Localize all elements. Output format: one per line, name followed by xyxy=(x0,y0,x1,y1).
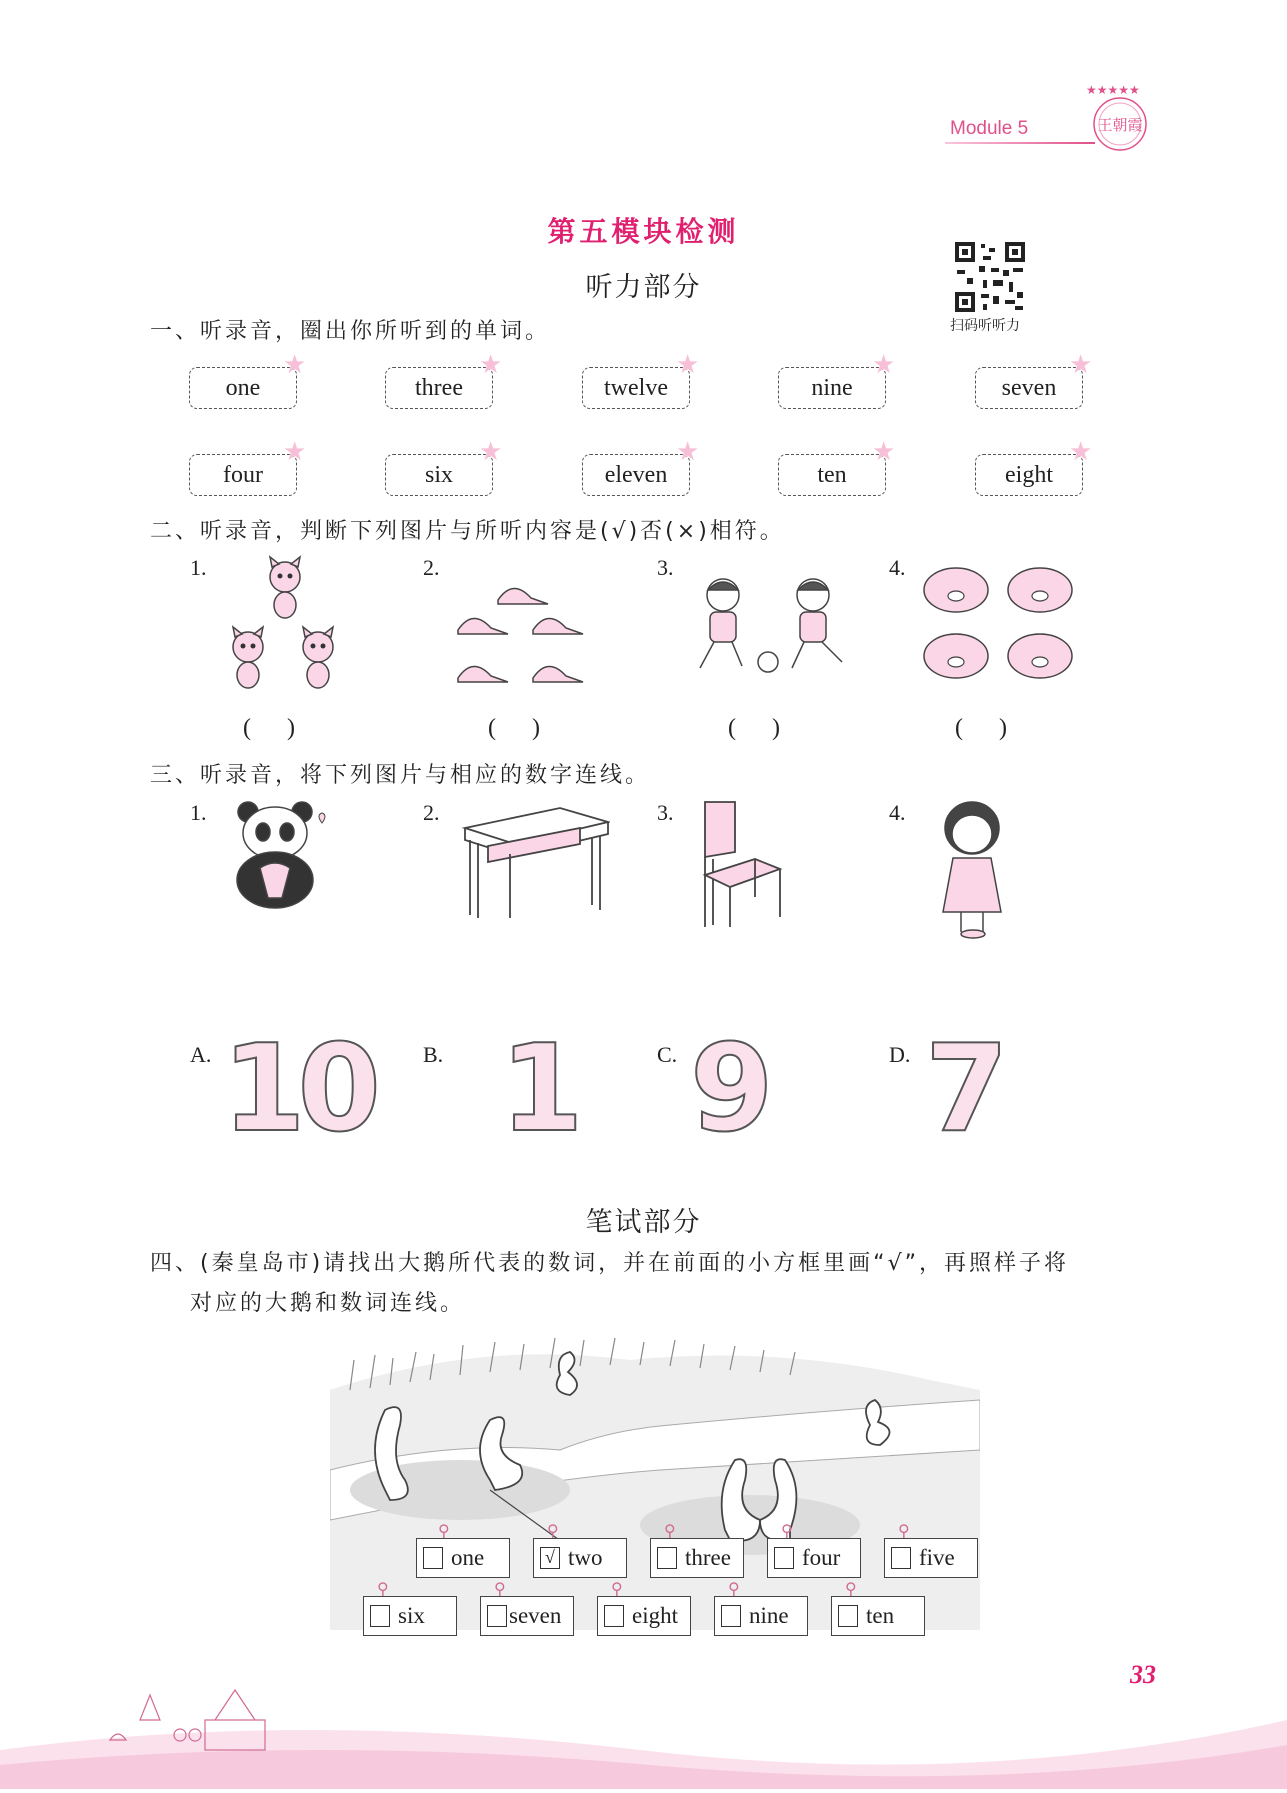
option-label: ten xyxy=(866,1603,895,1628)
option-label: seven xyxy=(509,1603,562,1628)
option-label: five xyxy=(919,1545,955,1570)
star-icon: ★ xyxy=(676,350,700,380)
option-letter: D. xyxy=(889,1042,911,1067)
section2-instruction: 二、听录音，判断下列图片与所听内容是(√)否(×)相符。 xyxy=(150,519,785,544)
number-option-four[interactable] xyxy=(767,1538,861,1578)
word-box-eleven[interactable]: eleven xyxy=(582,454,690,496)
football-icon xyxy=(688,570,863,689)
digit-option-b[interactable]: 1 xyxy=(500,1020,576,1159)
option-label: three xyxy=(685,1545,731,1570)
word-box-nine[interactable]: nine xyxy=(778,367,886,409)
option-label: six xyxy=(398,1603,425,1628)
checkbox[interactable] xyxy=(891,1547,911,1569)
pin-icon: ⚲ xyxy=(547,1521,559,1540)
digit-option-a[interactable]: 10 xyxy=(222,1020,373,1159)
item-number: 2. xyxy=(423,800,440,825)
pin-icon: ⚲ xyxy=(845,1579,857,1598)
star-icon: ★ xyxy=(872,437,896,467)
section1-instruction: 一、听录音，圈出你所听到的单词。 xyxy=(150,319,551,344)
listening-title: 听力部分 xyxy=(585,272,702,303)
word-box-seven[interactable]: seven xyxy=(975,367,1083,409)
pin-icon: ⚲ xyxy=(664,1521,676,1540)
checkbox[interactable] xyxy=(774,1547,794,1569)
pin-icon: ⚲ xyxy=(611,1579,623,1598)
item-number: 3. xyxy=(657,555,674,580)
section4-instruction: 四、(秦皇岛市)请找出大鹅所代表的数词，并在前面的小方框里画“√”，再照样子将 xyxy=(150,1251,1069,1276)
word-box-six[interactable]: six xyxy=(385,454,493,496)
item-number: 1. xyxy=(190,800,207,825)
cap-icon xyxy=(453,570,603,704)
pin-icon: ⚲ xyxy=(438,1521,450,1540)
desk-icon xyxy=(460,800,610,924)
module-underline xyxy=(945,142,1095,144)
option-label: eight xyxy=(632,1603,678,1628)
star-icon: ★ xyxy=(283,350,307,380)
star-icon: ★ xyxy=(1069,437,1093,467)
page-number: 33 xyxy=(1130,1660,1156,1689)
item-number: 1. xyxy=(190,555,207,580)
checkbox[interactable] xyxy=(604,1605,624,1627)
checkbox[interactable] xyxy=(838,1605,858,1627)
number-option-ten[interactable] xyxy=(831,1596,925,1636)
option-label: nine xyxy=(749,1603,789,1628)
item-number: 3. xyxy=(657,800,674,825)
number-option-three[interactable] xyxy=(650,1538,744,1578)
digit-option-c[interactable]: 9 xyxy=(690,1020,766,1159)
star-icon: ★ xyxy=(1069,350,1093,380)
number-option-seven[interactable] xyxy=(480,1596,574,1636)
checkbox[interactable] xyxy=(423,1547,443,1569)
writing-title: 笔试部分 xyxy=(585,1207,702,1238)
number-option-one[interactable] xyxy=(416,1538,510,1578)
item-number: 2. xyxy=(423,555,440,580)
checkbox[interactable] xyxy=(487,1605,507,1627)
word-box-twelve[interactable]: twelve xyxy=(582,367,690,409)
chair-icon xyxy=(695,797,785,936)
pin-icon: ⚲ xyxy=(781,1521,793,1540)
answer-parens[interactable]: ( ) xyxy=(243,715,295,741)
svg-text:★★★★★: ★★★★★ xyxy=(1086,83,1140,97)
option-label: two xyxy=(568,1545,603,1570)
digit-option-d[interactable]: 7 xyxy=(925,1020,1001,1159)
number-option-five[interactable] xyxy=(884,1538,978,1578)
option-label: one xyxy=(451,1545,485,1570)
number-option-nine[interactable] xyxy=(714,1596,808,1636)
number-option-six[interactable] xyxy=(363,1596,457,1636)
qr-caption: 扫码听听力 xyxy=(950,318,1020,334)
word-box-four[interactable]: four xyxy=(189,454,297,496)
cat-icon xyxy=(210,555,350,709)
item-number: 4. xyxy=(889,555,906,580)
word-box-one[interactable]: one xyxy=(189,367,297,409)
item-number: 4. xyxy=(889,800,906,825)
word-box-eight[interactable]: eight xyxy=(975,454,1083,496)
logo-text: 王朝霞 xyxy=(1097,116,1143,134)
section4-instruction-continued: 对应的大鹅和数词连线。 xyxy=(190,1291,466,1316)
pig-icon xyxy=(918,560,1083,694)
page-title: 第五模块检测 xyxy=(547,215,740,248)
module-label: Module 5 xyxy=(950,118,1029,139)
number-option-two[interactable] xyxy=(533,1538,627,1578)
pin-icon: ⚲ xyxy=(898,1521,910,1540)
option-letter: B. xyxy=(423,1042,444,1067)
checkbox-checked[interactable]: √ xyxy=(540,1547,560,1569)
answer-parens[interactable]: ( ) xyxy=(728,715,780,741)
footer-decoration xyxy=(0,1680,1287,1793)
star-icon: ★ xyxy=(676,437,700,467)
pin-icon: ⚲ xyxy=(377,1579,389,1598)
option-letter: C. xyxy=(657,1042,678,1067)
checkbox[interactable] xyxy=(370,1605,390,1627)
word-box-ten[interactable]: ten xyxy=(778,454,886,496)
section3-instruction: 三、听录音，将下列图片与相应的数字连线。 xyxy=(150,763,651,788)
qr-code-icon[interactable] xyxy=(953,240,1027,314)
checkbox[interactable] xyxy=(657,1547,677,1569)
star-icon: ★ xyxy=(479,437,503,467)
pin-icon: ⚲ xyxy=(728,1579,740,1598)
option-label: four xyxy=(802,1545,841,1570)
word-box-three[interactable]: three xyxy=(385,367,493,409)
pin-icon: ⚲ xyxy=(494,1579,506,1598)
girl-icon xyxy=(935,800,1010,944)
star-icon: ★ xyxy=(872,350,896,380)
number-option-eight[interactable] xyxy=(597,1596,691,1636)
answer-parens[interactable]: ( ) xyxy=(955,715,1007,741)
star-icon: ★ xyxy=(479,350,503,380)
panda-icon xyxy=(230,798,340,917)
checkbox[interactable] xyxy=(721,1605,741,1627)
option-letter: A. xyxy=(190,1042,212,1067)
star-icon: ★ xyxy=(283,437,307,467)
answer-parens[interactable]: ( ) xyxy=(488,715,540,741)
goose-scene-image xyxy=(330,1330,980,1634)
